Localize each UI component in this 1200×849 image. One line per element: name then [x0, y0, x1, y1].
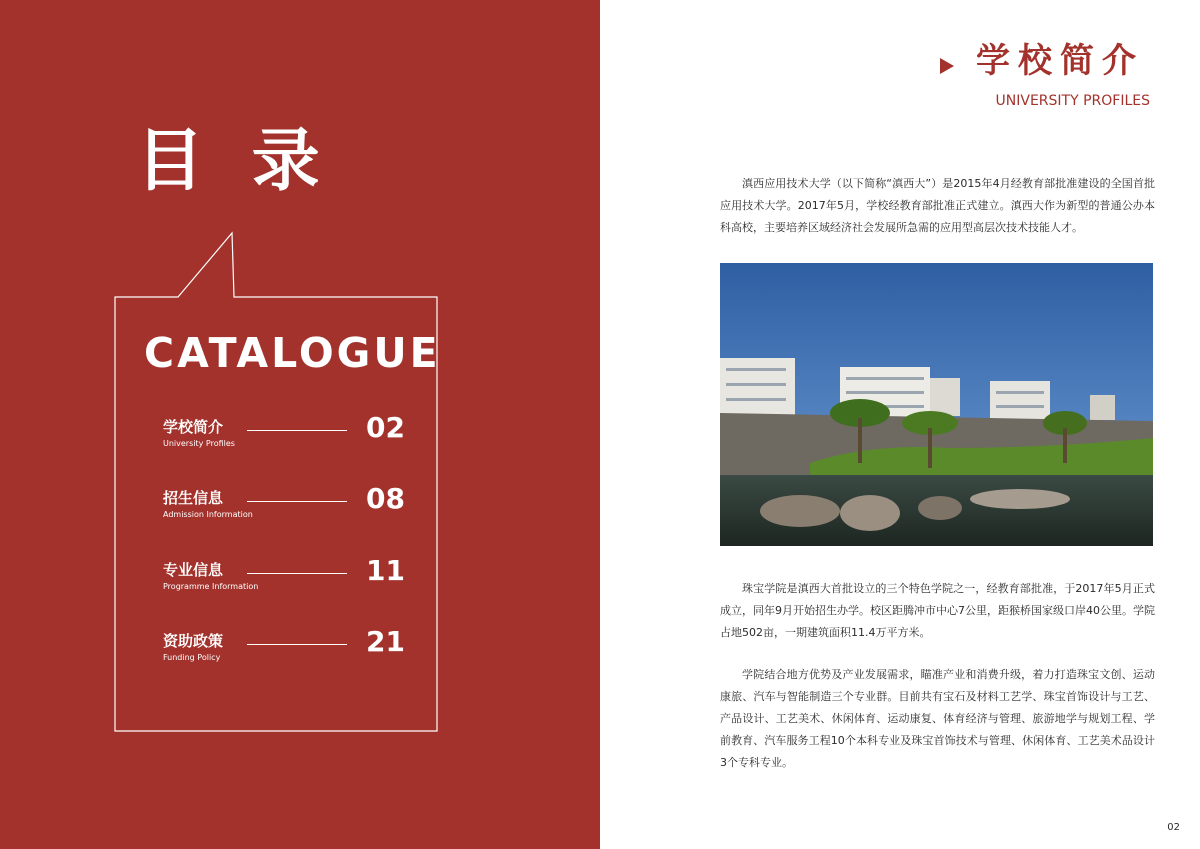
toc-item-university-profiles[interactable] [163, 411, 405, 460]
toc-item-admission[interactable] [163, 482, 405, 531]
toc-item-en: University Profiles [163, 439, 235, 448]
toc-item-page: 02 [366, 411, 405, 444]
toc-divider [247, 644, 347, 645]
campus-photo [720, 263, 1153, 546]
toc-item-cn: 学校简介 [163, 418, 224, 436]
toc-item-en: Funding Policy [163, 653, 221, 662]
toc-item-cn: 资助政策 [163, 632, 224, 650]
toc-item-programme[interactable] [163, 554, 405, 603]
section-title-en: UNIVERSITY PROFILES [995, 93, 1150, 109]
toc-divider [247, 501, 347, 502]
section-title-cn: 学校简介 [976, 41, 1144, 81]
toc-item-cn: 专业信息 [163, 561, 224, 579]
section-title [940, 41, 1170, 84]
paragraph-jewelry-college: 珠宝学院是滇西大首批设立的三个特色学院之一，经教育部批准，于2017年5月正式成立，同年9月开始招生办学。校区距腾冲市中心7公里，距猴桥国家级口岸40公里。学院占地502亩，一期建筑面积11.4万平方米。 [720, 582, 1155, 639]
toc-item-cn: 招生信息 [163, 489, 224, 507]
paragraph-majors: 学院结合地方优势及产业发展需求，瞄准产业和消费升级，着力打造珠宝文创、运动康旅、汽车与智能制造三个专业群。目前共有宝石及材料工艺学、珠宝首饰设计与工艺、产品设计、工艺美术、休闲体育、运动康复、体育经济与管理、旅游地学与规划工程、学前教育、汽车服务工程10个本科专业及珠宝首饰技术与管理、休闲体育、工艺美术品设计3个专科专业。 [720, 668, 1155, 769]
toc-item-en: Admission Information [163, 510, 253, 519]
toc-item-page: 21 [366, 625, 405, 658]
catalogue-heading: CATALOGUE [144, 329, 441, 377]
catalog-title: 目 录 [136, 122, 332, 201]
paragraph-intro: 滇西应用技术大学（以下简称“滇西大”）是2015年4月经教育部批准建设的全国首批应用技术大学。2017年5月，学校经教育部批准正式建立。滇西大作为新型的普通公办本科高校，主要培养区域经济社会发展所急需的应用型高层次技术技能人才。 [720, 177, 1155, 234]
toc-item-funding[interactable] [163, 625, 405, 674]
toc-item-en: Programme Information [163, 582, 259, 591]
toc-item-page: 08 [366, 482, 405, 515]
triangle-marker-icon [940, 58, 954, 74]
page-number: 02 [1167, 822, 1180, 833]
toc-item-page: 11 [366, 554, 405, 587]
toc-divider [247, 573, 347, 574]
toc-divider [247, 430, 347, 431]
